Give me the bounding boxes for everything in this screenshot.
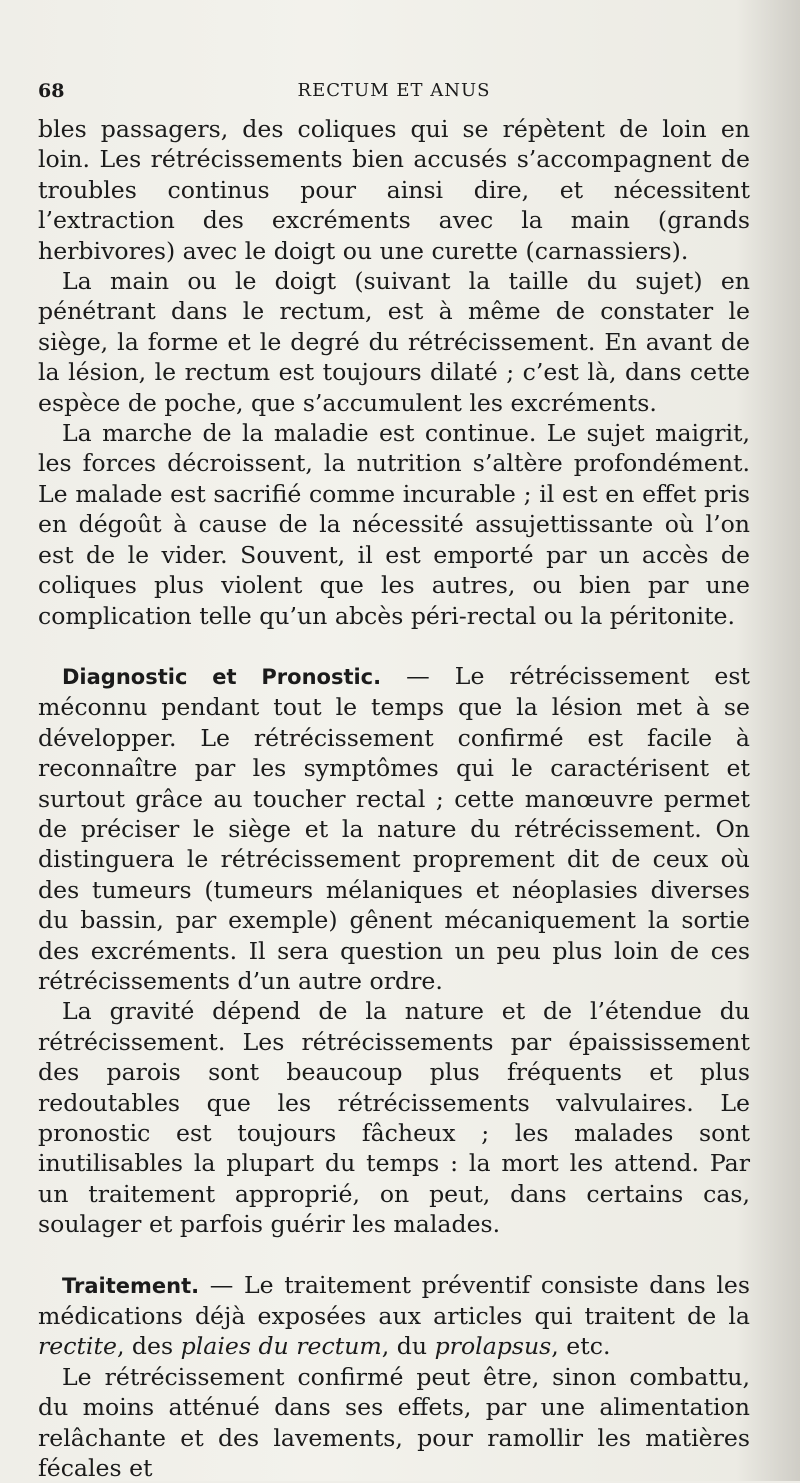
- treatment-ref-prolapsus: prolapsus: [434, 1332, 552, 1361]
- section-heading-treatment: Traitement.: [62, 1273, 200, 1298]
- paragraph-diagnosis: [38, 661, 750, 996]
- treatment-ref-plaies: plaies du rectum: [180, 1332, 382, 1361]
- diagnosis-text: — Le rétrécissement est méconnu pendant tout le temps que la lésion met à se développer. Le rétrécissement confirmé est facile à reconnaître par les symptômes qui le caractérisent et surtout grâce au toucher rectal ; cette manœuvre permet de préciser le siège et la nature du rétrécissement. On distinguera le rétrécissement proprement dit de ceux où des tumeurs (tumeurs mélaniques et néoplasies diverses du bassin, par exemple) gênent mécaniquement la sortie des excréments. Il sera question un peu plus loin de ces rétrécissements d’un autre ordre.: [38, 661, 750, 995]
- paragraph-continuation: bles passagers, des coliques qui se répètent de loin en loin. Les rétrécissements bien accusés s’accompagnent de troubles continus pour ainsi dire, et nécessitent l’extraction des excréments avec la main (grands herbivores) avec le doigt ou une curette (carnassiers).: [38, 115, 750, 265]
- paragraph-course: La marche de la maladie est continue. Le sujet maigrit, les forces décroissent, la nutrition s’altère profondément. Le malade est sacrifié comme incurable ; il est en effet pris en dégoût à cause de la nécessité assujettissante où l’on est de le vider. Souvent, il est emporté par un accès de coliques plus violent que les autres, ou bien par une complication telle qu’un abcès péri-rectal ou la péritonite.: [38, 419, 750, 630]
- paragraph-treatment: [38, 1270, 750, 1362]
- treatment-text: — Le traitement préventif consiste dans les médications déjà exposées aux articles qui traitent de la: [38, 1270, 750, 1331]
- running-title: RECTUM ET ANUS: [297, 80, 491, 101]
- body-text: [38, 114, 750, 1483]
- paragraph-gravity: La gravité dépend de la nature et de l’étendue du rétrécissement. Les rétrécissements par épaississement des parois sont beaucoup plus fréquents et plus redoutables que les rétrécissements valvulaires. Le pronostic est toujours fâcheux ; les malades sont inutilisables la plupart du temps : la mort les attend. Par un traitement approprié, on peut, dans certains cas, soulager et parfois guérir les malades.: [38, 997, 750, 1239]
- paragraph-confirmed-treatment: Le rétrécissement confirmé peut être, sinon combattu, du moins atténué dans ses effets, par une alimentation relâchante et des lavements, pour ramollir les matières fécales et: [38, 1362, 750, 1483]
- treatment-text: , du: [381, 1332, 435, 1361]
- section-heading-diagnosis: Diagnostic et Pronostic.: [62, 664, 382, 689]
- treatment-text: , etc.: [551, 1332, 611, 1361]
- treatment-text: , des: [116, 1332, 181, 1361]
- paragraph-examination: La main ou le doigt (suivant la taille du sujet) en pénétrant dans le rectum, est à même de constater le siège, la forme et le degré du rétrécissement. En avant de la lésion, le rectum est toujours dilaté ; c’est là, dans cette espèce de poche, que s’accumulent les excréments.: [38, 267, 750, 417]
- page-header: [38, 80, 750, 112]
- page-number: 68: [38, 80, 65, 102]
- treatment-ref-rectite: rectite: [38, 1332, 117, 1361]
